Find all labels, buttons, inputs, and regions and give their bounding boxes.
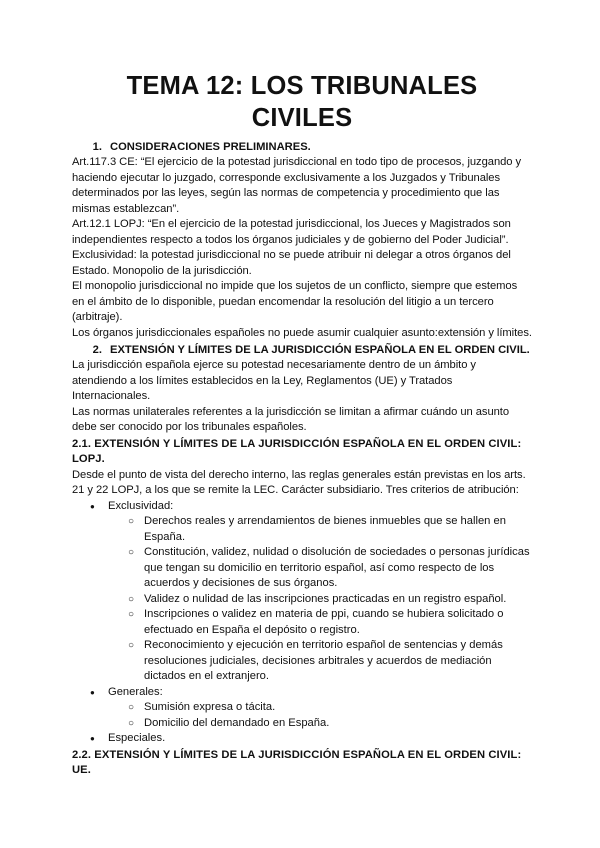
sub-list-item xyxy=(72,592,532,608)
sub-list xyxy=(108,514,532,685)
document-page xyxy=(72,70,532,779)
sub-list-item-text: Domicilio del demandado en España. xyxy=(144,716,330,729)
list-item-label: Generales: xyxy=(108,685,163,698)
sub-list-item-text: Sumisión expresa o tácita. xyxy=(144,701,276,713)
sub-list-item-text: Constitución, validez, nulidad o disolución de sociedades o personas jurídicas que tengan su domicilio en territorio español, así como respecto de los acuerdos y decisiones de sus órganos. xyxy=(144,546,530,589)
section-1-number: 1. xyxy=(92,141,102,153)
section-2-paragraph: Las normas unilaterales referentes a la jurisdicción se limitan a afirmar cuándo un asunto debe ser conocido por los tribunales españoles. xyxy=(72,405,510,433)
circle-bullet-icon: ○ xyxy=(128,593,135,605)
list-item xyxy=(72,731,532,747)
sub-list-item xyxy=(72,545,532,592)
list-item-label: Exclusividad: xyxy=(108,499,174,512)
bullet-icon: ● xyxy=(90,734,95,743)
circle-bullet-icon: ○ xyxy=(128,609,135,620)
section-2-1-heading: 2.1. EXTENSIÓN Y LÍMITES DE LA JURISDICCIÓN ESPAÑOLA EN EL ORDEN CIVIL: LOPJ. xyxy=(72,437,522,465)
list-item xyxy=(72,499,532,685)
section-2-title: EXTENSIÓN Y LÍMITES DE LA JURISDICCIÓN ESPAÑOLA EN EL ORDEN CIVIL. xyxy=(110,344,530,356)
page-title xyxy=(72,70,532,134)
section-1-paragraph: Art.117.3 CE: “El ejercicio de la potestad jurisdiccional en todo tipo de procesos, juzgando y haciendo ejecutar lo juzgado, corresponde exclusivamente a los Juzgados y Tribunales determinados por las leyes, según las normas de competencia y procedimiento que las mismas establezcan”. xyxy=(72,156,522,215)
circle-bullet-icon: ○ xyxy=(128,640,135,651)
section-1-heading xyxy=(72,140,532,154)
list-item xyxy=(72,685,532,732)
bullet-icon: ● xyxy=(90,501,95,511)
sub-list-item-text: Validez o nulidad de las inscripciones practicadas en un registro español. xyxy=(144,592,507,605)
sub-list-item xyxy=(72,607,532,638)
section-1-paragraph: Exclusividad: la potestad jurisdiccional no se puede atribuir ni delegar a otros órganos del Estado. Monopolio de la jurisdicción. xyxy=(72,249,511,277)
section-2-1-intro: Desde el punto de vista del derecho interno, las reglas generales están previstas en los arts. 21 y 22 LOPJ, a los que se remite la LEC. Carácter subsidiario. Tres criterios de atribución: xyxy=(72,468,526,496)
sub-list-item xyxy=(72,716,532,732)
section-1-title: CONSIDERACIONES PRELIMINARES. xyxy=(110,141,311,153)
sub-list-item-text: Inscripciones o validez en materia de ppi, cuando se hubiera solicitado o efectuado en España el depósito o registro. xyxy=(144,608,504,636)
bullet-icon: ● xyxy=(90,687,95,697)
section-2-heading xyxy=(72,343,532,357)
circle-bullet-icon: ○ xyxy=(128,547,135,558)
criteria-list xyxy=(72,499,532,747)
section-1-paragraph: Art.12.1 LOPJ: “En el ejercicio de la potestad jurisdiccional, los Jueces y Magistrados son independientes respecto a todos los órganos judiciales y de gobierno del Poder Judicial”. xyxy=(72,218,511,246)
title-line-2: CIVILES xyxy=(251,104,353,132)
section-2-2-heading: 2.2. EXTENSIÓN Y LÍMITES DE LA JURISDICCIÓN ESPAÑOLA EN EL ORDEN CIVIL: UE. xyxy=(72,748,522,776)
sub-list-item-text: Derechos reales y arrendamientos de bienes inmuebles que se hallen en España. xyxy=(144,515,506,543)
sub-list-item xyxy=(72,638,532,685)
section-1-paragraph: Los órganos jurisdiccionales españoles no puede asumir cualquier asunto:extensión y límites. xyxy=(72,326,532,339)
list-item-label: Especiales. xyxy=(108,732,166,744)
sub-list-item xyxy=(72,700,532,716)
circle-bullet-icon: ○ xyxy=(128,702,135,713)
circle-bullet-icon: ○ xyxy=(128,717,135,729)
section-1-paragraph: El monopolio jurisdiccional no impide que los sujetos de un conflicto, siempre que estemos en el ámbito de lo disponible, puedan encomendar la resolución del litigio a un tercero (arbitraje). xyxy=(72,280,518,323)
section-2-number: 2. xyxy=(92,344,102,356)
sub-list-item xyxy=(72,514,532,545)
circle-bullet-icon: ○ xyxy=(128,516,135,527)
sub-list-item-text: Reconocimiento y ejecución en territorio español de sentencias y demás resoluciones judiciales, decisiones arbitrales y acuerdos de mediación dictados en el extranjero. xyxy=(144,639,503,682)
sub-list xyxy=(108,700,532,731)
title-line-1: TEMA 12: LOS TRIBUNALES xyxy=(126,72,478,100)
section-2-paragraph: La jurisdicción española ejerce su potestad necesariamente dentro de un ámbito y atendiendo a los límites establecidos en la Ley, Reglamentos (UE) y Tratados Internacionales. xyxy=(72,359,476,402)
